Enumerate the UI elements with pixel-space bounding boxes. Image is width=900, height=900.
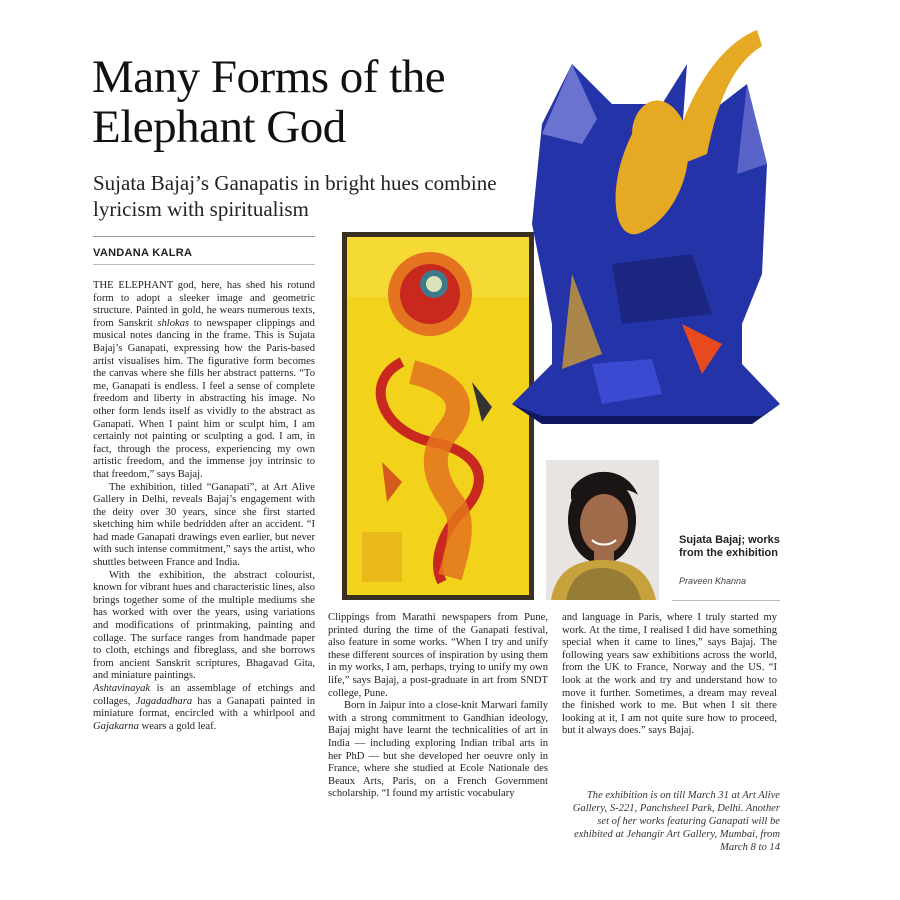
exhibition-note: The exhibition is on till March 31 at Art Alive Gallery, S-221, Panchsheel Park, Delhi. Another set of her works featuring Ganapati will be exhibited at Jehangir Art Gallery, Mumbai, from March 8 to 14	[572, 790, 780, 853]
artist-portrait-photo	[546, 460, 659, 600]
paragraph: THE ELEPHANT god, here, has shed his rotund form to adopt a sleeker image and geometric structure. Painted in gold, he wears numerous texts, from Sanskrit shlokas to newspaper clippings and musical notes dancing in the frame. This is Sujata Bajaj’s Ganapati, expressing how the Paris-based artist visualises him. The figurative form becomes the canvas where she fills her abstract patterns. “To me, Ganapati is endless. I feel a sense of complete freedom and liberty in abstracting his image. No other form lends itself as vividly to the abstract as Ganapati. When I paint him or sculpt him, I am certainly not painting or sculpting a god. I am, in fact, through the process, experiencing my own artistic freedom, and the immense joy intrinsic to that freedom,” says Bajaj.	[93, 280, 315, 480]
ganapati-painting-image	[342, 232, 534, 600]
photo-caption: Sujata Bajaj; works from the exhibition	[679, 534, 780, 559]
paragraph: Ashtavinayak is an assemblage of etchings and collages, Jagadadhara has a Ganapati painted in miniature format, encircled with a whirlpool and Gajakarna wears a gold leaf.	[93, 683, 315, 732]
paragraph: The exhibition, titled “Ganapati”, at Art Alive Gallery in Delhi, reveals Bajaj’s engagement with the deity over 30 years, since she first started sketching him while bedridden after an accident. “I had made Ganapati drawings even earlier, but never with such intense commitment,” says the artist, who shuttles between France and India.	[93, 481, 315, 569]
photo-credit: Praveen Khanna	[679, 576, 747, 586]
byline-top-rule	[93, 236, 315, 237]
paragraph: and language in Paris, where I truly started my work. At the time, I realised I did have something special when it came to lines,” says Bajaj. The following years saw exhibitions across the world, from the UK to France, Norway and the US. “I look at the work and try and understand how to move it further. Sometimes, a dream may reveal the finished work to me. But when I sit there looking at it, I am not quite sure how to proceed, but it always does.” says Bajaj.	[562, 612, 777, 737]
byline: VANDANA KALRA	[93, 247, 193, 259]
article-column-1	[93, 280, 315, 870]
article-column-3	[562, 612, 777, 782]
byline-bottom-rule	[93, 264, 315, 265]
paragraph: Clippings from Marathi newspapers from Pune, printed during the time of the Ganapati festival, also feature in some works. “When I try and unify these different sources of inspiration by using them in my works, I am, perhaps, trying to unify my own life,” says Bajaj, a post-graduate in art from SNDT college, Pune.	[328, 612, 548, 699]
paragraph: Born in Jaipur into a close-knit Marwari family with a strong commitment to Gandhian ideology, Bajaj might have learnt the technicalities of art in India — including exploring Indian tribal arts in her PhD — but she developed her oeuvre only in France, where she studied at Ecole Nationale des Beaux Arts, Paris, on a French Government scholarship. “I found my artistic vocabulary	[328, 700, 548, 800]
subheadline: Sujata Bajaj’s Ganapatis in bright hues combine lyricism with spiritualism	[93, 171, 497, 221]
headline: Many Forms of the Elephant God	[92, 51, 446, 153]
ganapati-sculpture-image	[512, 24, 780, 430]
paragraph: With the exhibition, the abstract colourist, known for vibrant hues and characteristic lines, also brings together some of the multiple mediums she has worked with over the years, using variations and modifications of printmaking, painting and collage. The surface ranges from handmade paper to cloth, etchings and fibreglass, and she borrows from ancient Sanskrit scriptures, Bhagavad Gita, and miniature paintings.	[93, 569, 315, 682]
caption-rule	[672, 600, 780, 601]
article-column-2	[328, 612, 548, 862]
